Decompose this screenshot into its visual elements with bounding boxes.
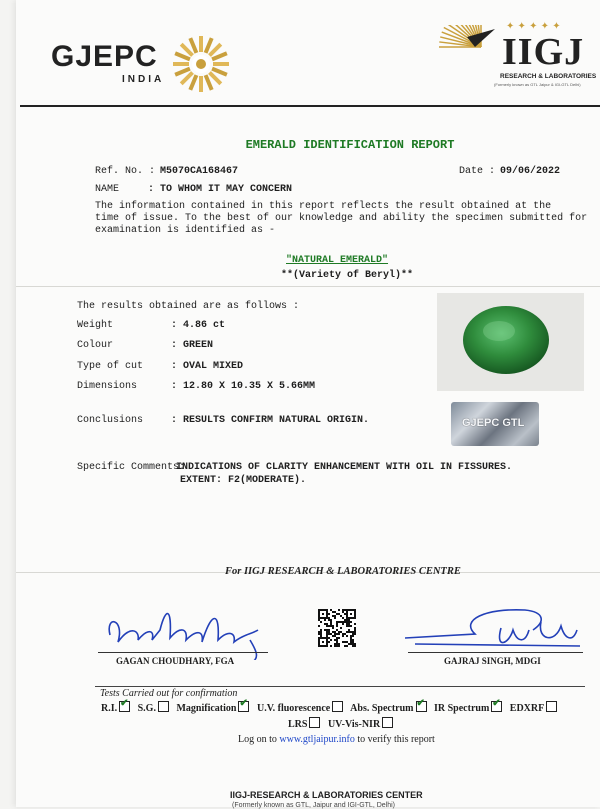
results-heading: The results obtained are as follows : <box>77 301 300 312</box>
iigj-starburst-emblem <box>437 25 499 87</box>
test-magnification-checkbox[interactable] <box>238 701 249 712</box>
gjepc-logo-subtitle: INDIA <box>122 74 165 85</box>
test-uvvis-checkbox[interactable] <box>382 717 393 728</box>
cut-value: : OVAL MIXED <box>171 361 244 372</box>
verify-link[interactable]: www.gtljaipur.info <box>279 734 355 745</box>
intro-line-3: examination is identified as - <box>95 225 276 236</box>
test-sg-label: S.G. <box>137 703 156 714</box>
footer-org: IIGJ-RESEARCH & LABORATORIES CENTER <box>230 790 423 800</box>
test-ri-label: R.I. <box>101 703 118 714</box>
name-label: NAME <box>95 184 120 195</box>
name-value: : TO WHOM IT MAY CONCERN <box>148 184 293 195</box>
test-sg-checkbox[interactable] <box>158 701 169 712</box>
iigj-logo-text: IIGJ <box>502 31 585 73</box>
test-edxrf-checkbox[interactable] <box>546 701 557 712</box>
hologram-text: GJEPC GTL <box>462 417 525 429</box>
comments-line-2: EXTENT: F2(MODERATE). <box>180 475 307 486</box>
ref-value: M5070CA168467 <box>160 166 239 177</box>
paper-fold-line <box>16 286 600 287</box>
verify-prefix: Log on to <box>238 734 277 745</box>
test-lrs-label: LRS <box>288 719 308 730</box>
ref-label: Ref. No. : <box>95 166 156 177</box>
conclusions-value: : RESULTS CONFIRM NATURAL ORIGIN. <box>171 415 370 426</box>
gjepc-sun-emblem <box>170 33 232 95</box>
test-ir-checkbox[interactable] <box>491 701 502 712</box>
tests-divider <box>95 686 585 687</box>
test-lrs-checkbox[interactable] <box>309 717 320 728</box>
comments-label: Specific Comments: <box>77 462 186 473</box>
weight-label: Weight <box>77 320 114 331</box>
colour-label: Colour <box>77 340 114 351</box>
iigj-logo-note: (Formerly known as GTL Jaipur & IGI-GTL Delhi) <box>494 82 581 87</box>
cut-label: Type of cut <box>77 361 144 372</box>
test-uvvis-label: UV-Vis-NIR <box>327 719 381 730</box>
verify-suffix: to verify this report <box>357 734 435 745</box>
svg-text:✦ ✦ ✦ ✦ ✦: ✦ ✦ ✦ ✦ ✦ <box>506 21 561 30</box>
emerald-image <box>437 293 584 391</box>
signatory-left-name: GAGAN CHOUDHARY, FGA <box>116 656 235 666</box>
date-label: Date : <box>459 166 496 177</box>
report-title: EMERALD IDENTIFICATION REPORT <box>245 138 455 152</box>
iigj-logo-subtitle: RESEARCH & LABORATORIES <box>500 73 597 80</box>
weight-value: : 4.86 ct <box>171 320 226 331</box>
tests-row-2 <box>288 717 398 730</box>
footer-note: (Formerly known as GTL, Jaipur and IGI-GTL, Delhi) <box>232 802 395 809</box>
iigj-stars-icon <box>506 20 586 30</box>
conclusions-label: Conclusions <box>77 415 144 426</box>
signature-line-right <box>408 652 583 653</box>
test-abs-checkbox[interactable] <box>416 701 427 712</box>
tests-heading: Tests Carried out for confirmation <box>100 688 238 699</box>
variety-note: **(Variety of Beryl)** <box>281 270 414 281</box>
test-ri-checkbox[interactable] <box>119 701 130 712</box>
issuer-line: For IIGJ RESEARCH & LABORATORIES CENTRE <box>225 566 461 577</box>
header-divider <box>20 105 600 107</box>
qr-code <box>318 609 356 647</box>
tests-row-1 <box>101 701 562 714</box>
intro-line-2: time of issue. To the best of our knowledge and ability the specimen submitted for <box>95 213 588 224</box>
comments-line-1: INDICATIONS OF CLARITY ENHANCEMENT WITH OIL IN FISSURES. <box>176 462 513 473</box>
test-edxrf-label: EDXRF <box>509 703 545 714</box>
dimensions-value: : 12.80 X 10.35 X 5.66MM <box>171 381 316 392</box>
signature-right <box>405 600 585 660</box>
intro-line-1: The information contained in this report reflects the result obtained at the <box>95 201 552 212</box>
test-ir-label: IR Spectrum <box>434 703 490 714</box>
signatory-right-name: GAJRAJ SINGH, MDGI <box>444 656 541 666</box>
test-magnification-label: Magnification <box>176 703 237 714</box>
date-value: 09/06/2022 <box>500 166 561 177</box>
test-abs-label: Abs. Spectrum <box>350 703 414 714</box>
identification-result: "NATURAL EMERALD" <box>286 255 389 266</box>
verify-line <box>238 734 435 745</box>
gjepc-logo-text: GJEPC <box>51 40 158 73</box>
colour-value: : GREEN <box>171 340 214 351</box>
dimensions-label: Dimensions <box>77 381 138 392</box>
test-uv-checkbox[interactable] <box>332 701 343 712</box>
signature-line-left <box>98 652 268 653</box>
test-uv-label: U.V. fluorescence <box>256 703 331 714</box>
signature-left <box>100 600 270 660</box>
